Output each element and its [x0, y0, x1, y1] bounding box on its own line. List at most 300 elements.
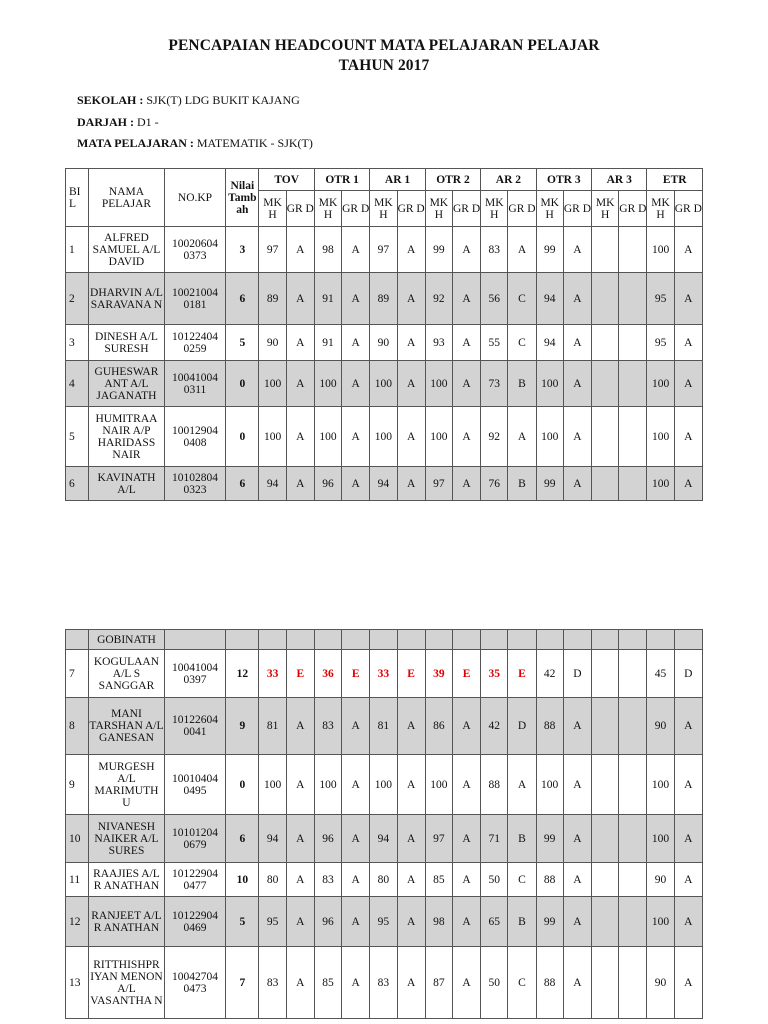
cell-mkh: 65 [481, 897, 508, 947]
header-nokp: NO.KP [164, 169, 225, 227]
cell-grd: A [286, 227, 314, 273]
cell-grd: A [674, 755, 702, 815]
cell-grd: A [397, 273, 425, 325]
cell-mkh: 98 [314, 227, 341, 273]
cell-grd [619, 227, 647, 273]
cell-grd [619, 815, 647, 863]
cell-mkh: 99 [536, 815, 563, 863]
cell-grd: D [674, 650, 702, 698]
cell-mkh: 92 [425, 273, 452, 325]
cell-mkh [592, 467, 619, 501]
cell-mkh: 100 [647, 407, 674, 467]
cell-mkh: 83 [259, 947, 286, 1019]
cell-nokp: 10101204 0679 [164, 815, 225, 863]
cell-nokp: 10010404 0495 [164, 755, 225, 815]
cell-grd: E [342, 650, 370, 698]
cell-mkh: 100 [370, 361, 397, 407]
cell-nama: GUHESWAR ANT A/L JAGANATH [89, 361, 165, 407]
cell-mkh: 92 [481, 407, 508, 467]
cell-nama: NIVANESH NAIKER A/L SURES [89, 815, 165, 863]
cell-grd: A [342, 815, 370, 863]
cell-mkh: 95 [647, 273, 674, 325]
cell-mkh: 94 [259, 815, 286, 863]
cell-nokp: 10012904 0408 [164, 407, 225, 467]
cell-mkh: 94 [370, 815, 397, 863]
cell-mkh: 95 [647, 325, 674, 361]
cell-mkh: 99 [425, 227, 452, 273]
class-value: D1 - [134, 115, 159, 129]
cell-mkh [592, 325, 619, 361]
cell-bil: 2 [66, 273, 89, 325]
table-row [66, 897, 703, 947]
cell-grd: A [674, 698, 702, 755]
cell-grd [619, 897, 647, 947]
header-grd: GR D [619, 191, 647, 227]
cell-mkh: 100 [259, 361, 286, 407]
cell-grd: A [508, 407, 536, 467]
cell-grd: A [342, 755, 370, 815]
cell-grd: A [286, 467, 314, 501]
cell-grd: D [508, 698, 536, 755]
cell-grd: A [563, 815, 591, 863]
cell-nokp: 10020604 0373 [164, 227, 225, 273]
cell-grd: A [286, 897, 314, 947]
cell-grd: A [397, 467, 425, 501]
cell-mkh: 86 [425, 698, 452, 755]
cell-grd: A [342, 947, 370, 1019]
cell-mkh [592, 947, 619, 1019]
cell-grd: A [563, 897, 591, 947]
cell-grd: C [508, 947, 536, 1019]
cell-mkh [592, 815, 619, 863]
cell-bil: 10 [66, 815, 89, 863]
cell-mkh: 90 [647, 863, 674, 897]
cell-mkh: 95 [370, 897, 397, 947]
cell-bil: 3 [66, 325, 89, 361]
cell-grd: A [397, 947, 425, 1019]
cell-mkh: 87 [425, 947, 452, 1019]
cell-mkh [592, 698, 619, 755]
report-title: PENCAPAIAN HEADCOUNT MATA PELAJARAN PELAJAR [168, 37, 600, 54]
header-grd: GR D [674, 191, 702, 227]
cell-grd: A [452, 897, 480, 947]
table-row [66, 947, 703, 1019]
header-group: AR 3 [592, 169, 647, 191]
header-group: TOV [259, 169, 314, 191]
cell-mkh: 97 [425, 815, 452, 863]
class-line [77, 115, 159, 130]
cell-grd [619, 407, 647, 467]
cell-grd: A [452, 227, 480, 273]
cell-grd: A [674, 467, 702, 501]
subject-label: MATA PELAJARAN : [77, 136, 194, 150]
cell-grd: A [286, 407, 314, 467]
cell-mkh [592, 407, 619, 467]
table-row [66, 630, 703, 650]
cell-mkh [592, 755, 619, 815]
cell-nama: MANI TARSHAN A/L GANESAN [89, 698, 165, 755]
cell-grd: A [674, 361, 702, 407]
cell-grd: A [286, 325, 314, 361]
cell-grd [619, 650, 647, 698]
cell-grd [619, 273, 647, 325]
cell-mkh: 71 [481, 815, 508, 863]
cell-mkh: 100 [259, 407, 286, 467]
cell-grd [619, 698, 647, 755]
header-grd: GR D [342, 191, 370, 227]
cell-grd: A [563, 947, 591, 1019]
cell-grd: A [342, 897, 370, 947]
cell-mkh: 100 [425, 755, 452, 815]
cell-mkh: 100 [647, 755, 674, 815]
cell-mkh: 96 [314, 467, 341, 501]
cell-mkh [592, 361, 619, 407]
cell-nama: ALFRED SAMUEL A/L DAVID [89, 227, 165, 273]
table-row [66, 361, 703, 407]
cell-mkh: 83 [314, 698, 341, 755]
cell-grd: B [508, 361, 536, 407]
header-mkh: MK H [259, 191, 286, 227]
cell-nilai: 6 [226, 815, 259, 863]
cell-mkh: 55 [481, 325, 508, 361]
cell-grd: B [508, 815, 536, 863]
cell-mkh: 33 [259, 650, 286, 698]
header-group: OTR 1 [314, 169, 369, 191]
results-table-page1 [65, 168, 703, 501]
table-row [66, 273, 703, 325]
header-grd: GR D [397, 191, 425, 227]
cell-grd: E [508, 650, 536, 698]
table-row [66, 698, 703, 755]
header-nama: NAMA PELAJAR [89, 169, 165, 227]
cell-mkh: 93 [425, 325, 452, 361]
cell-nilai: 10 [226, 863, 259, 897]
table-row [66, 467, 703, 501]
cell-bil: 12 [66, 897, 89, 947]
cell-mkh: 42 [481, 698, 508, 755]
cell-mkh: 83 [481, 227, 508, 273]
header-grd: GR D [286, 191, 314, 227]
cell-mkh: 73 [481, 361, 508, 407]
cell-mkh: 94 [259, 467, 286, 501]
cell-mkh [592, 650, 619, 698]
cell-grd: A [286, 273, 314, 325]
cell-grd: A [397, 325, 425, 361]
cell-nilai: 5 [226, 897, 259, 947]
cell-grd: A [342, 698, 370, 755]
cell-grd [619, 863, 647, 897]
school-line [77, 93, 300, 108]
cell-grd: C [508, 325, 536, 361]
cell-nama: RITTHISHPR IYAN MENON A/L VASANTHA N [89, 947, 165, 1019]
cell-grd: A [674, 897, 702, 947]
cell-mkh: 33 [370, 650, 397, 698]
header-grd: GR D [452, 191, 480, 227]
header-grd: GR D [508, 191, 536, 227]
cell-nama: KOGULAAN A/L S SANGGAR [89, 650, 165, 698]
cell-mkh: 88 [536, 947, 563, 1019]
results-table-page2 [65, 629, 703, 1019]
cell-nilai: 0 [226, 755, 259, 815]
cell-grd: A [286, 361, 314, 407]
cell-nilai: 6 [226, 273, 259, 325]
cell-mkh: 85 [425, 863, 452, 897]
cell-grd: A [508, 755, 536, 815]
cell-mkh: 100 [647, 815, 674, 863]
cell-mkh: 94 [536, 273, 563, 325]
cell-bil: 4 [66, 361, 89, 407]
header-group: OTR 2 [425, 169, 480, 191]
cell-bil: 1 [66, 227, 89, 273]
table-row [66, 227, 703, 273]
cell-grd: B [508, 467, 536, 501]
header-mkh: MK H [314, 191, 341, 227]
cell-grd [619, 755, 647, 815]
cell-grd: A [674, 815, 702, 863]
cell-bil: 13 [66, 947, 89, 1019]
cell-mkh: 36 [314, 650, 341, 698]
header-group: AR 1 [370, 169, 425, 191]
cell-grd: A [452, 698, 480, 755]
header-group: AR 2 [481, 169, 536, 191]
cell-grd: A [342, 467, 370, 501]
cell-grd: A [342, 361, 370, 407]
cell-mkh: 100 [314, 407, 341, 467]
cell-nokp: 10122404 0259 [164, 325, 225, 361]
cell-nama: RANJEET A/L R ANATHAN [89, 897, 165, 947]
cell-grd: A [674, 325, 702, 361]
cell-nilai: 3 [226, 227, 259, 273]
cell-mkh: 89 [370, 273, 397, 325]
cell-grd: A [674, 863, 702, 897]
cell-mkh: 83 [370, 947, 397, 1019]
header-group: ETR [647, 169, 703, 191]
cell-mkh: 97 [425, 467, 452, 501]
cell-grd: A [342, 273, 370, 325]
cell-grd: A [452, 947, 480, 1019]
header-mkh: MK H [647, 191, 674, 227]
cell-nokp: 10021004 0181 [164, 273, 225, 325]
cell-mkh: 88 [536, 698, 563, 755]
cell-mkh: 90 [647, 947, 674, 1019]
cell-mkh: 81 [259, 698, 286, 755]
cell-grd: A [563, 698, 591, 755]
cell-mkh: 100 [647, 467, 674, 501]
cell-grd: E [397, 650, 425, 698]
cell-grd: E [286, 650, 314, 698]
cell-mkh: 94 [536, 325, 563, 361]
cell-mkh: 99 [536, 897, 563, 947]
table-row [66, 325, 703, 361]
cell-mkh: 100 [536, 755, 563, 815]
cell-grd: A [397, 815, 425, 863]
cell-bil: 6 [66, 467, 89, 501]
cell-mkh: 50 [481, 947, 508, 1019]
cell-grd: A [563, 755, 591, 815]
cell-nilai: 9 [226, 698, 259, 755]
cell-grd: C [508, 863, 536, 897]
cell-grd: A [452, 273, 480, 325]
cell-nama: MURGESH A/L MARIMUTH U [89, 755, 165, 815]
header-grd: GR D [563, 191, 591, 227]
table-row [66, 650, 703, 698]
cell-mkh: 100 [425, 361, 452, 407]
cell-mkh: 91 [314, 325, 341, 361]
cell-nilai: 12 [226, 650, 259, 698]
cell-mkh: 97 [370, 227, 397, 273]
table-row [66, 863, 703, 897]
cell-grd: A [342, 325, 370, 361]
cell-nokp: 10122904 0469 [164, 897, 225, 947]
cell-mkh: 45 [647, 650, 674, 698]
cell-nilai: 0 [226, 361, 259, 407]
cell-nama: HUMITRAA NAIR A/P HARIDASS NAIR [89, 407, 165, 467]
cell-mkh [592, 273, 619, 325]
cell-mkh: 99 [536, 227, 563, 273]
cell-nilai: 6 [226, 467, 259, 501]
cell-grd: A [397, 407, 425, 467]
cell-mkh: 99 [536, 467, 563, 501]
cell-mkh: 100 [425, 407, 452, 467]
cell-grd: A [452, 467, 480, 501]
cell-grd: A [452, 863, 480, 897]
table-row [66, 407, 703, 467]
cell-nilai: 7 [226, 947, 259, 1019]
header-group: OTR 3 [536, 169, 591, 191]
cell-mkh: 42 [536, 650, 563, 698]
cell-mkh: 91 [314, 273, 341, 325]
cell-grd: A [286, 815, 314, 863]
cell-grd: A [452, 755, 480, 815]
cell-bil: 11 [66, 863, 89, 897]
cell-grd: D [563, 650, 591, 698]
cell-mkh: 96 [314, 815, 341, 863]
cell-grd: A [286, 755, 314, 815]
table-row [66, 815, 703, 863]
cell-mkh: 85 [314, 947, 341, 1019]
cell-grd: A [563, 273, 591, 325]
subject-line [77, 136, 313, 151]
cell-nama: KAVINATH A/L [89, 467, 165, 501]
cell-nilai: 0 [226, 407, 259, 467]
cell-mkh: 76 [481, 467, 508, 501]
cell-grd: A [397, 361, 425, 407]
cell-nokp: 10042704 0473 [164, 947, 225, 1019]
cell-grd: A [397, 863, 425, 897]
cell-mkh: 100 [314, 755, 341, 815]
cell-mkh: 80 [370, 863, 397, 897]
cell-mkh [592, 897, 619, 947]
cell-grd: A [286, 947, 314, 1019]
cell-mkh: 100 [314, 361, 341, 407]
cell-nokp: 10122904 0477 [164, 863, 225, 897]
name-continuation: GOBINATH [89, 630, 165, 650]
cell-bil: 8 [66, 698, 89, 755]
cell-grd: C [508, 273, 536, 325]
header-mkh: MK H [536, 191, 563, 227]
cell-mkh: 97 [259, 227, 286, 273]
cell-nilai: 5 [226, 325, 259, 361]
cell-mkh: 56 [481, 273, 508, 325]
cell-grd: A [397, 897, 425, 947]
cell-mkh: 83 [314, 863, 341, 897]
cell-grd: A [674, 227, 702, 273]
cell-grd: A [286, 863, 314, 897]
cell-grd: A [674, 947, 702, 1019]
header-mkh: MK H [370, 191, 397, 227]
cell-mkh: 95 [259, 897, 286, 947]
cell-mkh: 35 [481, 650, 508, 698]
cell-mkh: 100 [370, 755, 397, 815]
cell-grd: A [563, 863, 591, 897]
cell-grd: A [397, 227, 425, 273]
cell-grd: A [342, 407, 370, 467]
cell-mkh: 90 [647, 698, 674, 755]
cell-mkh: 90 [259, 325, 286, 361]
cell-grd: A [674, 273, 702, 325]
cell-grd: A [563, 407, 591, 467]
header-mkh: MK H [592, 191, 619, 227]
cell-mkh: 39 [425, 650, 452, 698]
cell-grd: A [563, 361, 591, 407]
cell-grd: A [286, 698, 314, 755]
cell-mkh: 100 [647, 897, 674, 947]
cell-mkh: 100 [536, 361, 563, 407]
cell-grd [619, 325, 647, 361]
subject-value: MATEMATIK - SJK(T) [193, 136, 313, 150]
cell-mkh: 88 [481, 755, 508, 815]
cell-mkh: 94 [370, 467, 397, 501]
cell-grd: A [452, 325, 480, 361]
header-bil: BI L [66, 169, 89, 227]
cell-bil: 7 [66, 650, 89, 698]
cell-mkh: 100 [536, 407, 563, 467]
cell-bil: 5 [66, 407, 89, 467]
cell-grd: A [508, 227, 536, 273]
cell-grd: A [563, 325, 591, 361]
cell-mkh: 80 [259, 863, 286, 897]
school-label: SEKOLAH : [77, 93, 144, 107]
cell-mkh [592, 863, 619, 897]
cell-grd: E [452, 650, 480, 698]
cell-grd: A [342, 863, 370, 897]
header-nilai: Nilai Tamb ah [226, 169, 259, 227]
header-mkh: MK H [481, 191, 508, 227]
cell-grd: A [342, 227, 370, 273]
cell-nama: DINESH A/L SURESH [89, 325, 165, 361]
cell-grd: A [397, 698, 425, 755]
cell-grd: A [452, 815, 480, 863]
cell-bil: 9 [66, 755, 89, 815]
cell-mkh: 100 [259, 755, 286, 815]
cell-nokp: 10102804 0323 [164, 467, 225, 501]
cell-grd: A [452, 361, 480, 407]
cell-mkh: 96 [314, 897, 341, 947]
cell-nokp: 10122604 0041 [164, 698, 225, 755]
cell-nokp: 10041004 0397 [164, 650, 225, 698]
cell-mkh: 89 [259, 273, 286, 325]
cell-grd: A [397, 755, 425, 815]
class-label: DARJAH : [77, 115, 134, 129]
cell-grd: A [563, 467, 591, 501]
cell-nama: RAAJIES A/L R ANATHAN [89, 863, 165, 897]
cell-grd: B [508, 897, 536, 947]
report-year: TAHUN 2017 [338, 57, 430, 74]
cell-nokp: 10041004 0311 [164, 361, 225, 407]
cell-grd: A [452, 407, 480, 467]
cell-grd [619, 361, 647, 407]
cell-mkh: 50 [481, 863, 508, 897]
